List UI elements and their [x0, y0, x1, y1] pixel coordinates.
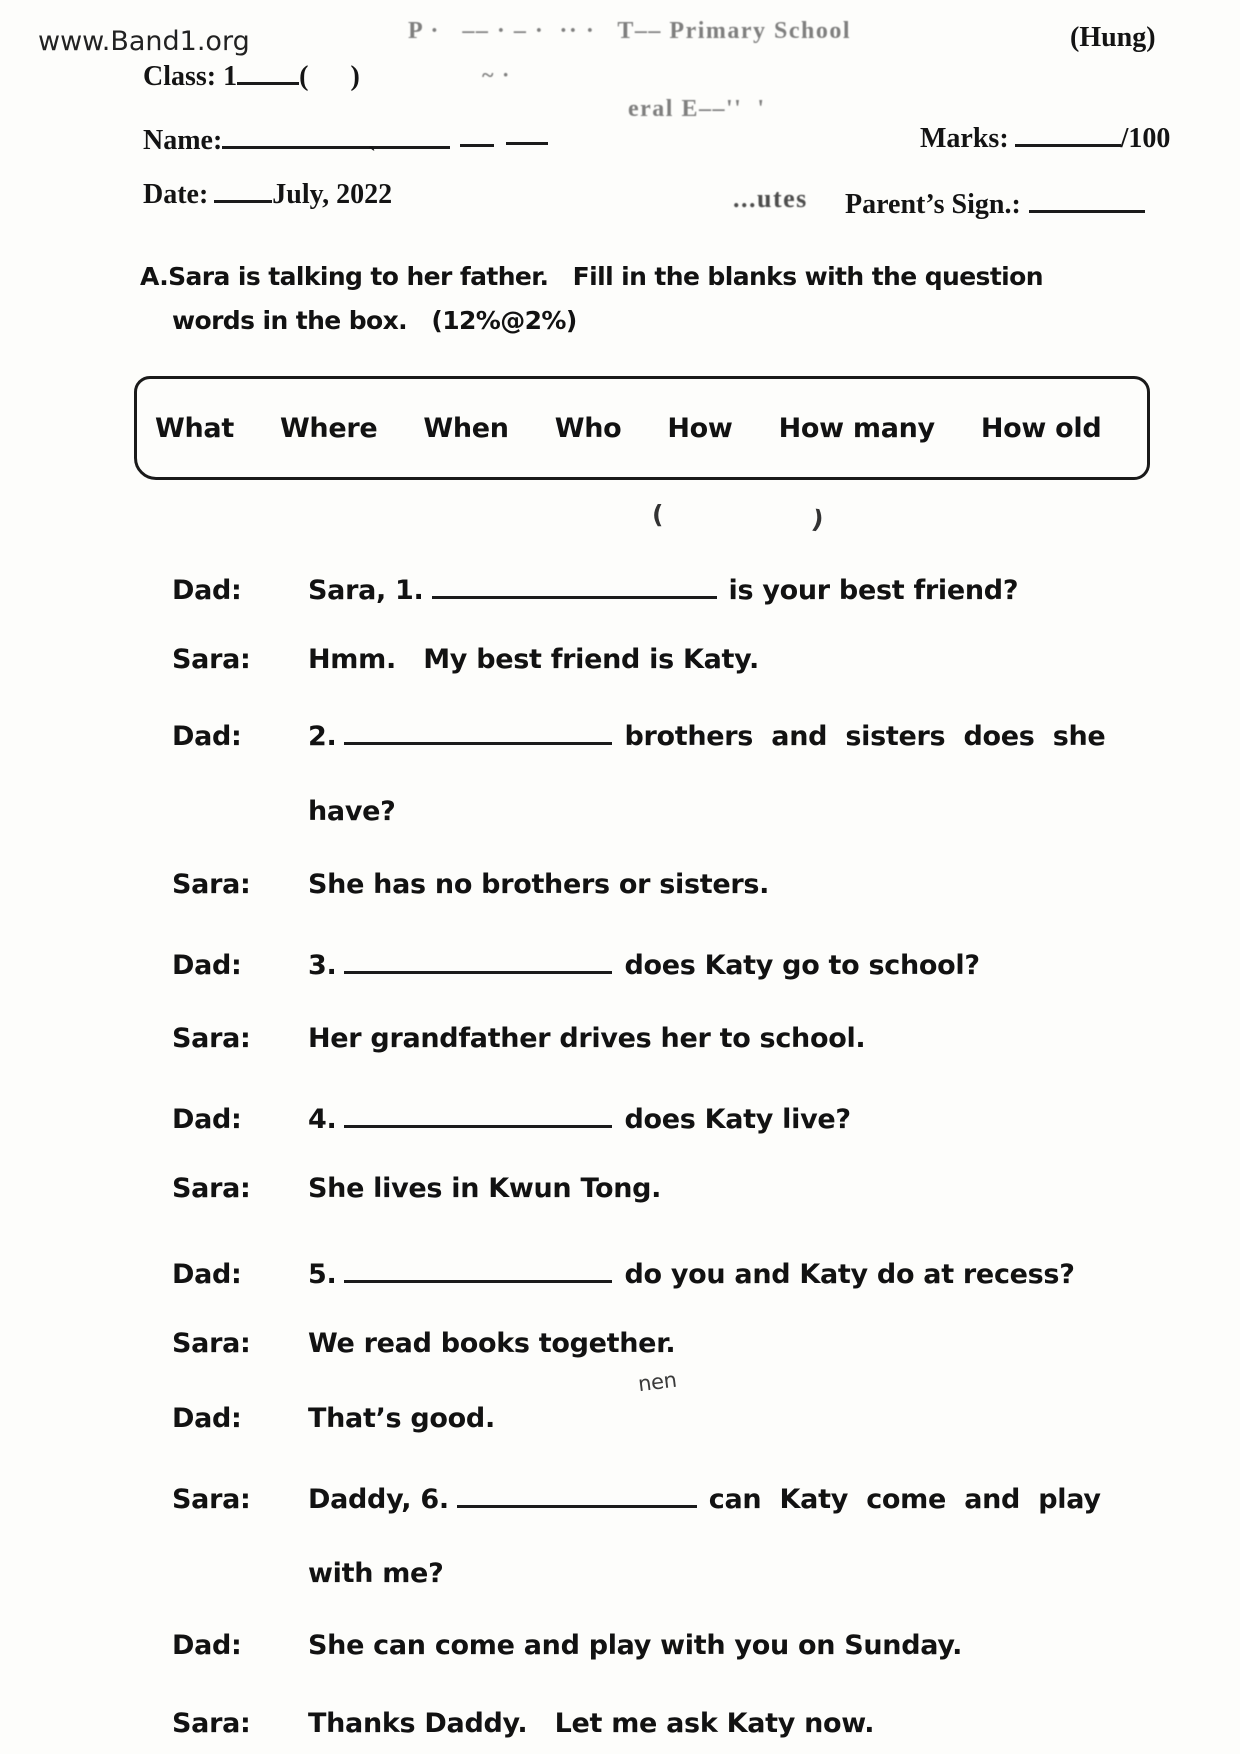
dialogue-row	[172, 1254, 1212, 1295]
word-option-where: Where	[279, 412, 378, 444]
word-option-who: Who	[554, 412, 622, 444]
name-label: Name:	[143, 125, 223, 156]
class-label: Class: 1	[143, 61, 238, 92]
dialogue-row	[172, 1402, 1212, 1439]
dialogue-row	[172, 643, 1212, 680]
dialogue-text: is your best friend?	[728, 575, 1019, 606]
minutes-fragment: ...utes	[733, 184, 808, 213]
stray-paren-close: )	[809, 504, 826, 535]
dialogue-speaker: Dad:	[172, 1630, 242, 1661]
word-option-how-old: How old	[980, 412, 1102, 444]
dialogue-text: 5.	[308, 1259, 337, 1290]
dialogue-speaker: Dad:	[172, 1259, 242, 1290]
name-blank[interactable]	[222, 120, 450, 149]
dialogue-text: We read books together.	[308, 1328, 676, 1359]
watermark: www.Band1.org	[38, 26, 250, 57]
dialogue-text: She can come and play with you on Sunday.	[308, 1630, 963, 1661]
dialogue-text: Daddy, 6.	[308, 1484, 449, 1515]
answer-blank-3[interactable]	[344, 945, 612, 974]
dialogue-row	[172, 1629, 1212, 1666]
dialogue-text: can Katy come and play	[708, 1484, 1101, 1515]
dialogue-row	[172, 570, 1212, 611]
dialogue-speaker: Dad:	[172, 1104, 242, 1135]
dialogue-speaker: Sara:	[172, 1484, 251, 1515]
date-value: July, 2022	[272, 179, 393, 210]
dialogue-speaker: Dad:	[172, 721, 242, 752]
dialogue-speaker: Sara:	[172, 644, 251, 675]
section-a-heading-line2: words in the box. (12%@2%)	[172, 306, 577, 335]
paper-version-tag: (Hung)	[1070, 22, 1156, 53]
dialogue-row	[172, 1172, 1212, 1209]
dialogue-speaker: Sara:	[172, 1328, 251, 1359]
dialogue-row	[308, 795, 1240, 832]
dialogue-row	[172, 945, 1212, 986]
dialogue-row	[172, 1022, 1212, 1059]
dialogue-text: 3.	[308, 950, 337, 981]
name-blank-dash	[506, 116, 548, 145]
marks-blank[interactable]	[1015, 118, 1121, 147]
dialogue-row	[172, 1707, 1212, 1744]
dialogue-row	[172, 716, 1212, 757]
dialogue-text: with me?	[308, 1558, 444, 1589]
dialogue-speaker: Sara:	[172, 869, 251, 900]
dialogue-speaker: Sara:	[172, 1173, 251, 1204]
dialogue-text: have?	[308, 796, 396, 827]
school-name-fragment: P · –– · – · ·· · T–– Primary School	[408, 18, 852, 44]
date-label: Date:	[143, 179, 209, 210]
class-blank[interactable]	[237, 56, 299, 85]
section-a-heading-line1: A.Sara is talking to her father. Fill in the blanks with the question	[140, 262, 1043, 291]
dialogue-speaker: Sara:	[172, 1023, 251, 1054]
dialogue-speaker: Dad:	[172, 950, 242, 981]
dialogue-text: 4.	[308, 1104, 337, 1135]
dialogue-text: do you and Katy do at recess?	[624, 1259, 1075, 1290]
dialogue-row	[172, 868, 1212, 905]
dialogue-row	[172, 1479, 1212, 1520]
answer-blank-4[interactable]	[344, 1099, 612, 1128]
name-blank-dash	[460, 118, 494, 147]
subject-fragment: eral E––'' '	[628, 96, 766, 122]
stray-accent-mark: `	[368, 144, 376, 170]
word-option-how-many: How many	[778, 412, 935, 444]
answer-blank-6[interactable]	[457, 1479, 697, 1508]
parent-sign-label: Parent’s Sign.:	[845, 189, 1021, 220]
dialogue-row	[172, 1327, 1212, 1364]
stray-paren-open: (	[652, 500, 664, 529]
answer-blank-1[interactable]	[432, 570, 717, 599]
scan-squiggle: ~ ·	[482, 62, 511, 87]
marks-label: Marks:	[920, 123, 1009, 154]
dialogue-text: She lives in Kwun Tong.	[308, 1173, 662, 1204]
dialogue-text: does Katy go to school?	[624, 950, 980, 981]
dialogue-text: 2.	[308, 721, 337, 752]
dialogue-text: brothers and sisters does she	[624, 721, 1106, 752]
dialogue-text: Hmm. My best friend is Katy.	[308, 644, 759, 675]
dialogue-speaker: Sara:	[172, 1708, 251, 1739]
dialogue-text: does Katy live?	[624, 1104, 851, 1135]
question-word-box	[134, 376, 1150, 480]
dialogue-row	[308, 1557, 1240, 1594]
date-blank[interactable]	[214, 174, 272, 203]
parent-sign-blank[interactable]	[1029, 184, 1145, 213]
dialogue-speaker: Dad:	[172, 575, 242, 606]
dialogue-text: She has no brothers or sisters.	[308, 869, 770, 900]
dialogue-text: Sara, 1.	[308, 575, 424, 606]
answer-blank-2[interactable]	[344, 716, 612, 745]
answer-blank-5[interactable]	[344, 1254, 612, 1283]
class-parens: ( )	[299, 61, 360, 92]
word-option-how: How	[667, 412, 733, 444]
handwriting-scribble: nen	[636, 1367, 678, 1397]
dialogue-text: Thanks Daddy. Let me ask Katy now.	[308, 1708, 875, 1739]
dialogue-speaker: Dad:	[172, 1403, 242, 1434]
dialogue-text: That’s good.	[308, 1403, 495, 1434]
marks-total: /100	[1120, 123, 1171, 154]
dialogue-text: Her grandfather drives her to school.	[308, 1023, 866, 1054]
word-option-when: When	[423, 412, 509, 444]
dialogue-row	[172, 1099, 1212, 1140]
word-option-what: What	[155, 412, 234, 444]
